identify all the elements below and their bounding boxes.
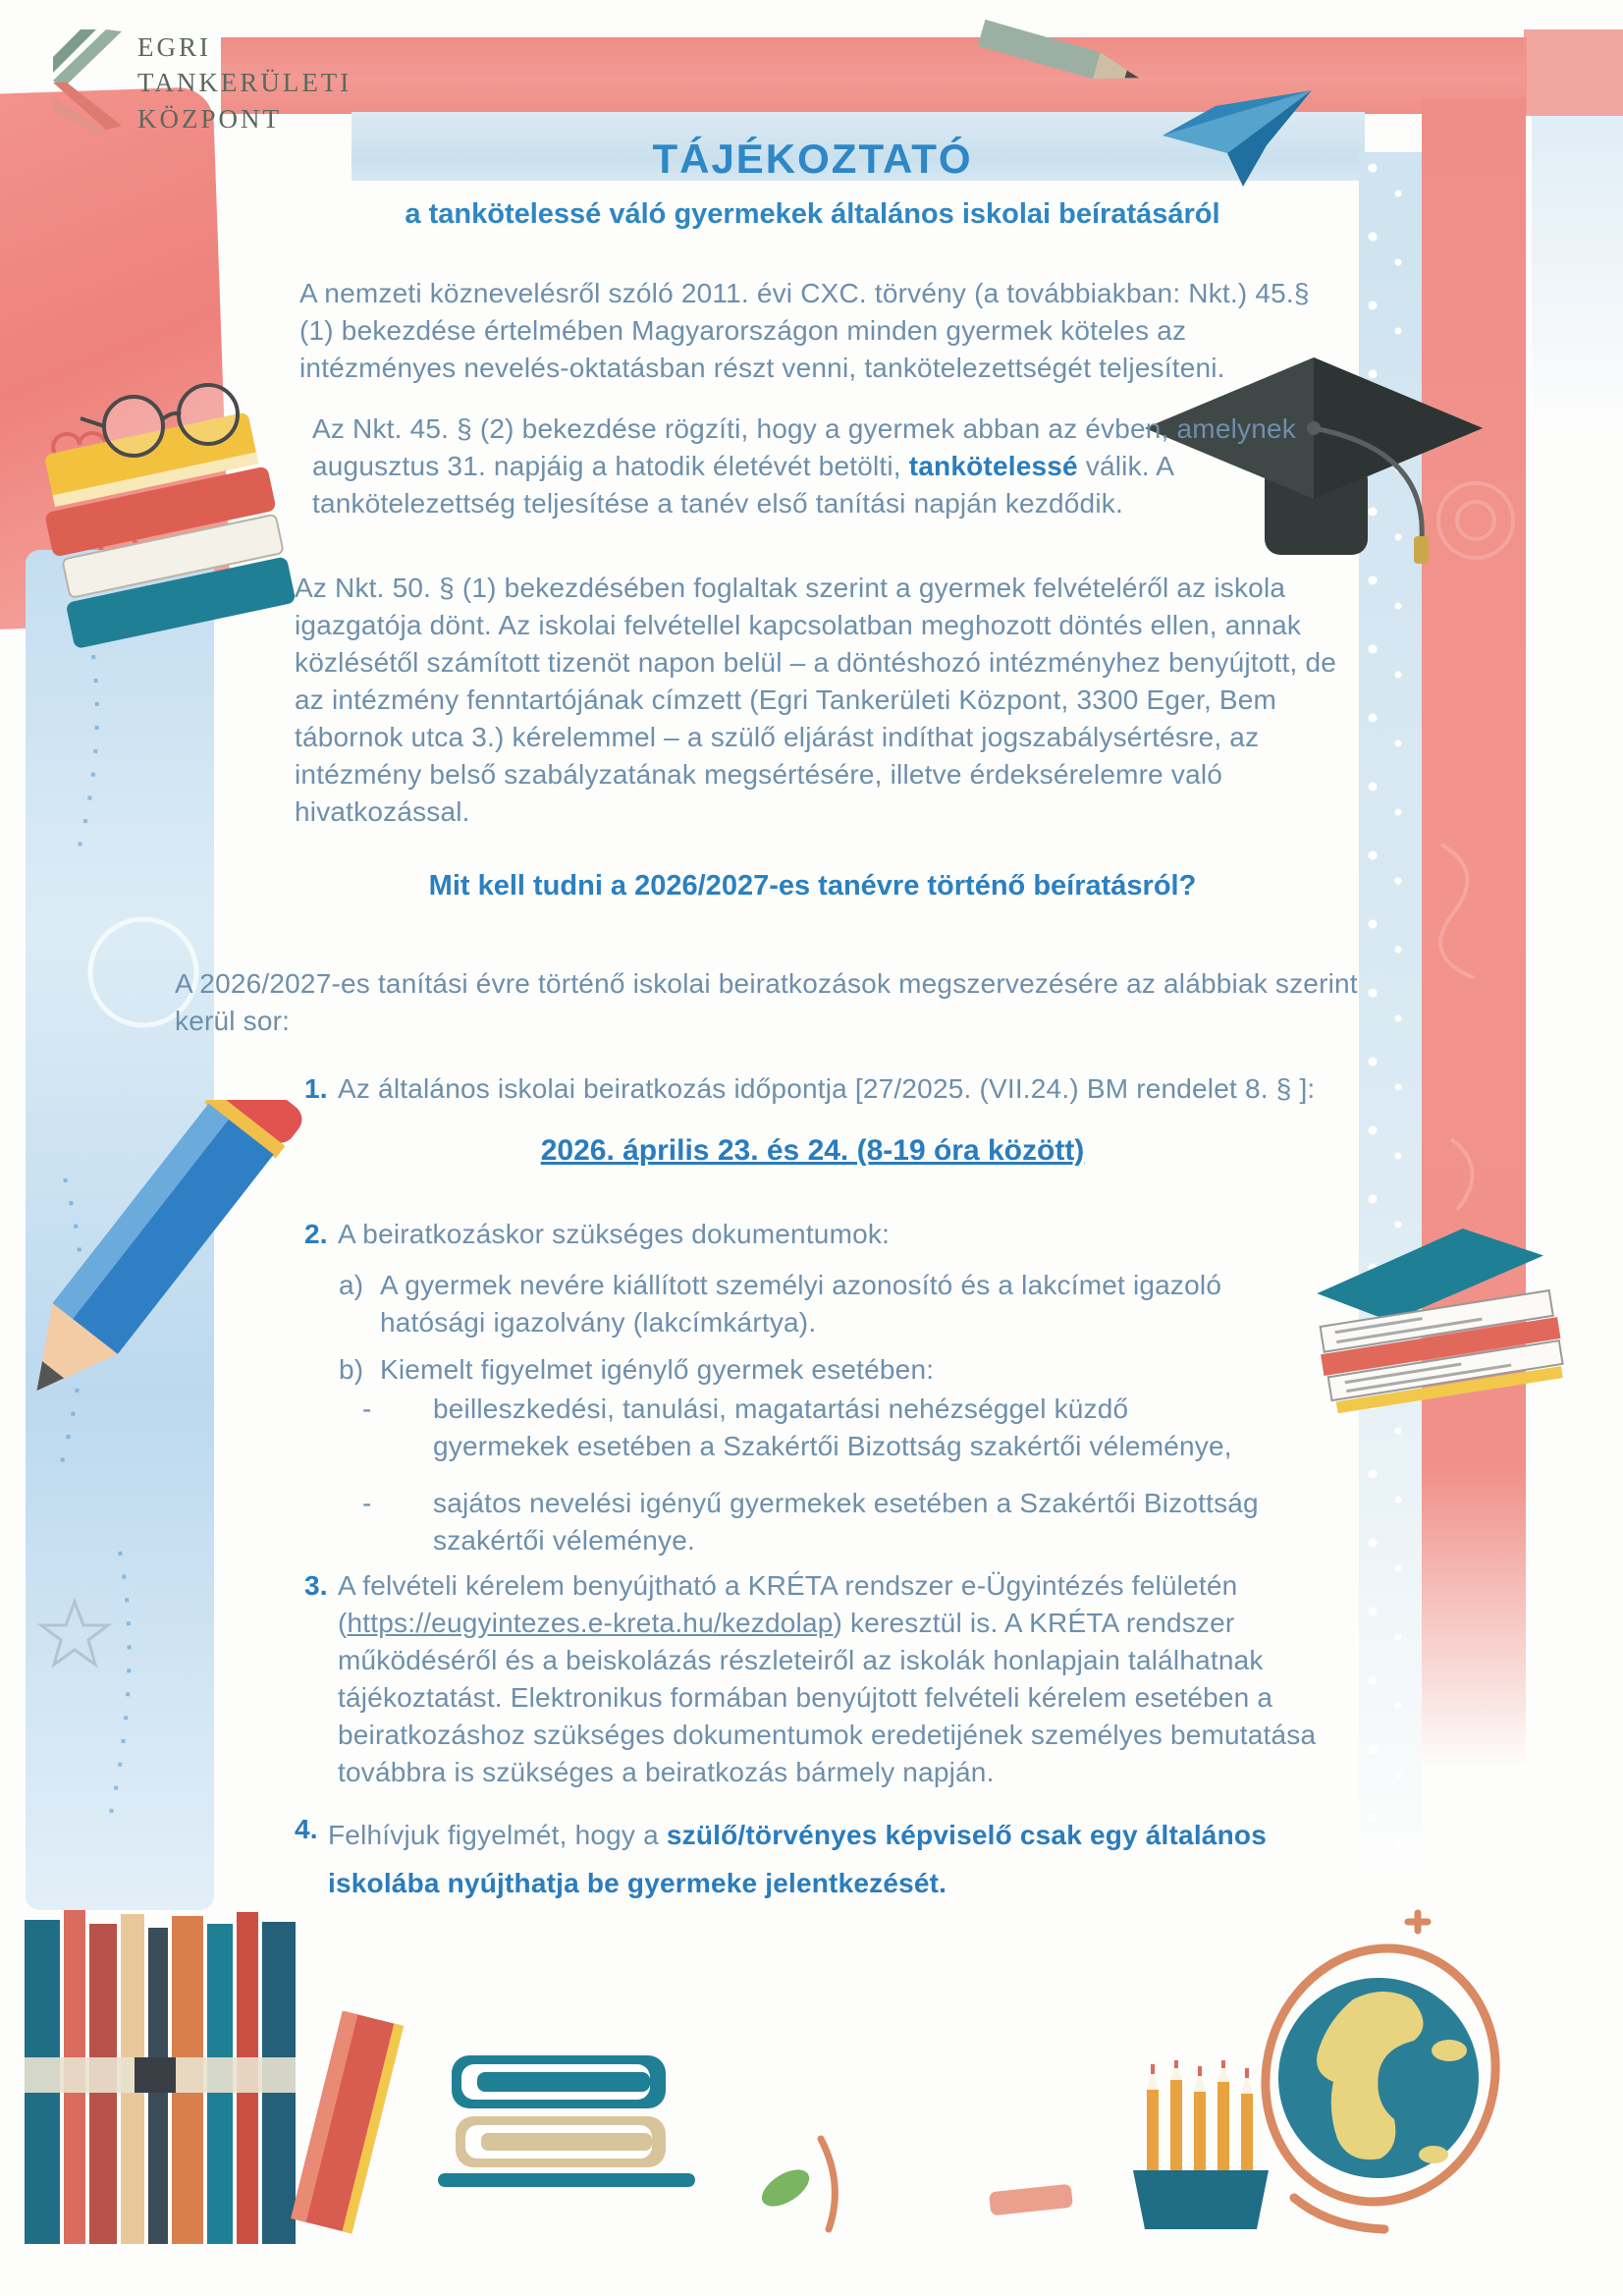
list-number: 4. bbox=[295, 1814, 318, 1844]
list-item-2 bbox=[304, 1216, 1325, 1253]
corner-top-right-pink bbox=[1524, 29, 1623, 116]
book-pile-icon bbox=[422, 2048, 707, 2234]
paragraph-nkt-50-1: Az Nkt. 50. § (1) bekezdésében foglaltak szerint a gyermek felvételéről az iskola igazgatója dönt. Az iskolai felvétellel kapcsolatban meghozott döntés ellen, annak közlésétől számított tizenöt napon belül – a döntéshozó intézményhez benyújtott, de az intézmény fenntartójának címzett (Egri Tankerületi Központ, 3300 Eger, Bem tábornok utca 3.) kérelemmel – a szülő eljárást indíthat jogszabálysértésre, az intézmény belső szabályzatának megsértésére, illetve érdeksérelemre való hivatkozással. bbox=[295, 573, 1337, 828]
list-item-3 bbox=[304, 1567, 1330, 1791]
book-stack-right-icon bbox=[1308, 1216, 1573, 1461]
page-subtitle: a tankötelessé váló gyermekek általános iskolai beíratásáról bbox=[405, 198, 1220, 230]
leaning-book-icon bbox=[277, 2011, 424, 2247]
dash-item-text: beilleszkedési, tanulási, magatartási nehézséggel küzdő gyermekek esetében a Szakértői Bizottság szakértői véleménye, bbox=[433, 1394, 1232, 1462]
dash-item-1 bbox=[349, 1391, 1242, 1465]
list-item-2b bbox=[339, 1351, 1321, 1389]
enrollment-date: 2026. április 23. és 24. (8-19 óra között) bbox=[540, 1134, 1085, 1167]
logo-line: KÖZPONT bbox=[137, 103, 282, 134]
logo bbox=[51, 29, 352, 137]
eraser-icon bbox=[982, 2178, 1090, 2225]
list-item-2a bbox=[339, 1267, 1321, 1341]
sub-list-label: a) bbox=[339, 1270, 364, 1300]
paragraph-text: válik. A tankötelezettség teljesítése a tanév első tanítási napján kezdődik. bbox=[312, 451, 1173, 519]
list-number: 1. bbox=[304, 1073, 328, 1104]
list-item-4 bbox=[295, 1811, 1321, 1907]
dash-marker: - bbox=[362, 1488, 372, 1518]
globe-icon bbox=[1253, 1903, 1513, 2247]
dash-marker: - bbox=[362, 1394, 372, 1424]
paragraph-text: A felvételi kérelem benyújtható a KRÉTA rendszer e-Ügyintézés felületén ( bbox=[338, 1570, 1238, 1639]
list-number: 3. bbox=[304, 1570, 328, 1601]
logo-line: TANKERÜLETI bbox=[137, 68, 352, 98]
swirl-doodle-icon bbox=[1422, 98, 1526, 1768]
star-doodle-icon bbox=[35, 1596, 114, 1674]
logo-text bbox=[137, 29, 352, 137]
sprout-icon bbox=[734, 2123, 862, 2236]
paragraph-nkt-45-1: A nemzeti köznevelésről szóló 2011. évi CXC. törvény (a továbbiakban: Nkt.) 45.§ (1) bekezdése értelmében Magyarországon minden gyermek köteles az intézményes nevelés-oktatásban részt venni, tankötelezettségét teljesíteni. bbox=[299, 278, 1310, 384]
list-item-text bbox=[328, 1811, 1321, 1907]
list-item-text bbox=[338, 1567, 1330, 1791]
paragraph-text: Felhívjuk figyelmét, hogy a bbox=[328, 1820, 667, 1850]
emphasis-tankotelesse: tankötelessé bbox=[908, 451, 1078, 482]
frame-top-red-band bbox=[221, 37, 1527, 114]
list-number: 2. bbox=[304, 1219, 328, 1249]
list-item-text: Az általános iskolai beiratkozás időpontja [27/2025. (VII.24.) BM rendelet 8. § ]: bbox=[338, 1073, 1316, 1104]
paragraph-nkt-45-2 bbox=[312, 410, 1304, 522]
section-heading: Mit kell tudni a 2026/2027-es tanévre történő beíratásról? bbox=[428, 870, 1197, 902]
emphasis-one-school: szülő/törvényes képviselő csak egy általános iskolába nyújthatja be gyermeke jelentkezését. bbox=[328, 1820, 1267, 1898]
page-title: TÁJÉKOZTATÓ bbox=[652, 136, 973, 182]
list-item-text: A beiratkozáskor szükséges dokumentumok: bbox=[338, 1219, 891, 1249]
kreta-link[interactable]: https://eugyintezes.e-kreta.hu/kezdolap bbox=[347, 1608, 834, 1639]
paragraph-text: Az Nkt. 45. § (2) bekezdése rögzíti, hogy a gyermek abban az évben, amelynek augusztus 31. napjáig a hatodik életévét betölti, bbox=[312, 413, 1296, 482]
logo-mark-icon bbox=[51, 29, 122, 132]
blue-pencil-icon bbox=[6, 1100, 310, 1473]
sub-list-text: A gyermek nevére kiállított személyi azonosító és a lakcímet igazoló hatósági igazolvány (lakcímkártya). bbox=[380, 1270, 1222, 1339]
logo-line: EGRI bbox=[137, 32, 211, 62]
dash-item-2 bbox=[349, 1485, 1340, 1559]
paragraph-intro: A 2026/2027-es tanítási évre történő iskolai beiratkozások megszervezésére az alábbiak szerint kerül sor: bbox=[175, 968, 1358, 1037]
paragraph-text: ) keresztül is. A KRÉTA rendszer működéséről és a beiskolázás részleteiről az iskolák honlapjain találhatnak tájékoztatást. Elektronikus formában benyújtott felvételi kérelem esetében a beiratkozáshoz szükséges dokumentumok eredetijének személyes bemutatása továbbra is szükséges a beiratkozás bármely napján. bbox=[338, 1608, 1317, 1788]
bookshelf-spines-icon bbox=[25, 1910, 299, 2249]
sub-list-label: b) bbox=[339, 1354, 364, 1385]
frame-right-red-band bbox=[1422, 98, 1526, 1768]
book-stack-glasses-icon bbox=[18, 361, 322, 666]
list-item-1 bbox=[304, 1070, 1581, 1108]
dash-item-text: sajátos nevelési igényű gyermekek esetében a Szakértői Bizottság szakértői véleménye. bbox=[433, 1488, 1259, 1557]
pencil-tip-icon bbox=[972, 12, 1159, 110]
sub-list-text: Kiemelt figyelmet igénylő gyermek esetében: bbox=[380, 1354, 935, 1385]
corner-top-right-blue bbox=[1532, 116, 1623, 430]
